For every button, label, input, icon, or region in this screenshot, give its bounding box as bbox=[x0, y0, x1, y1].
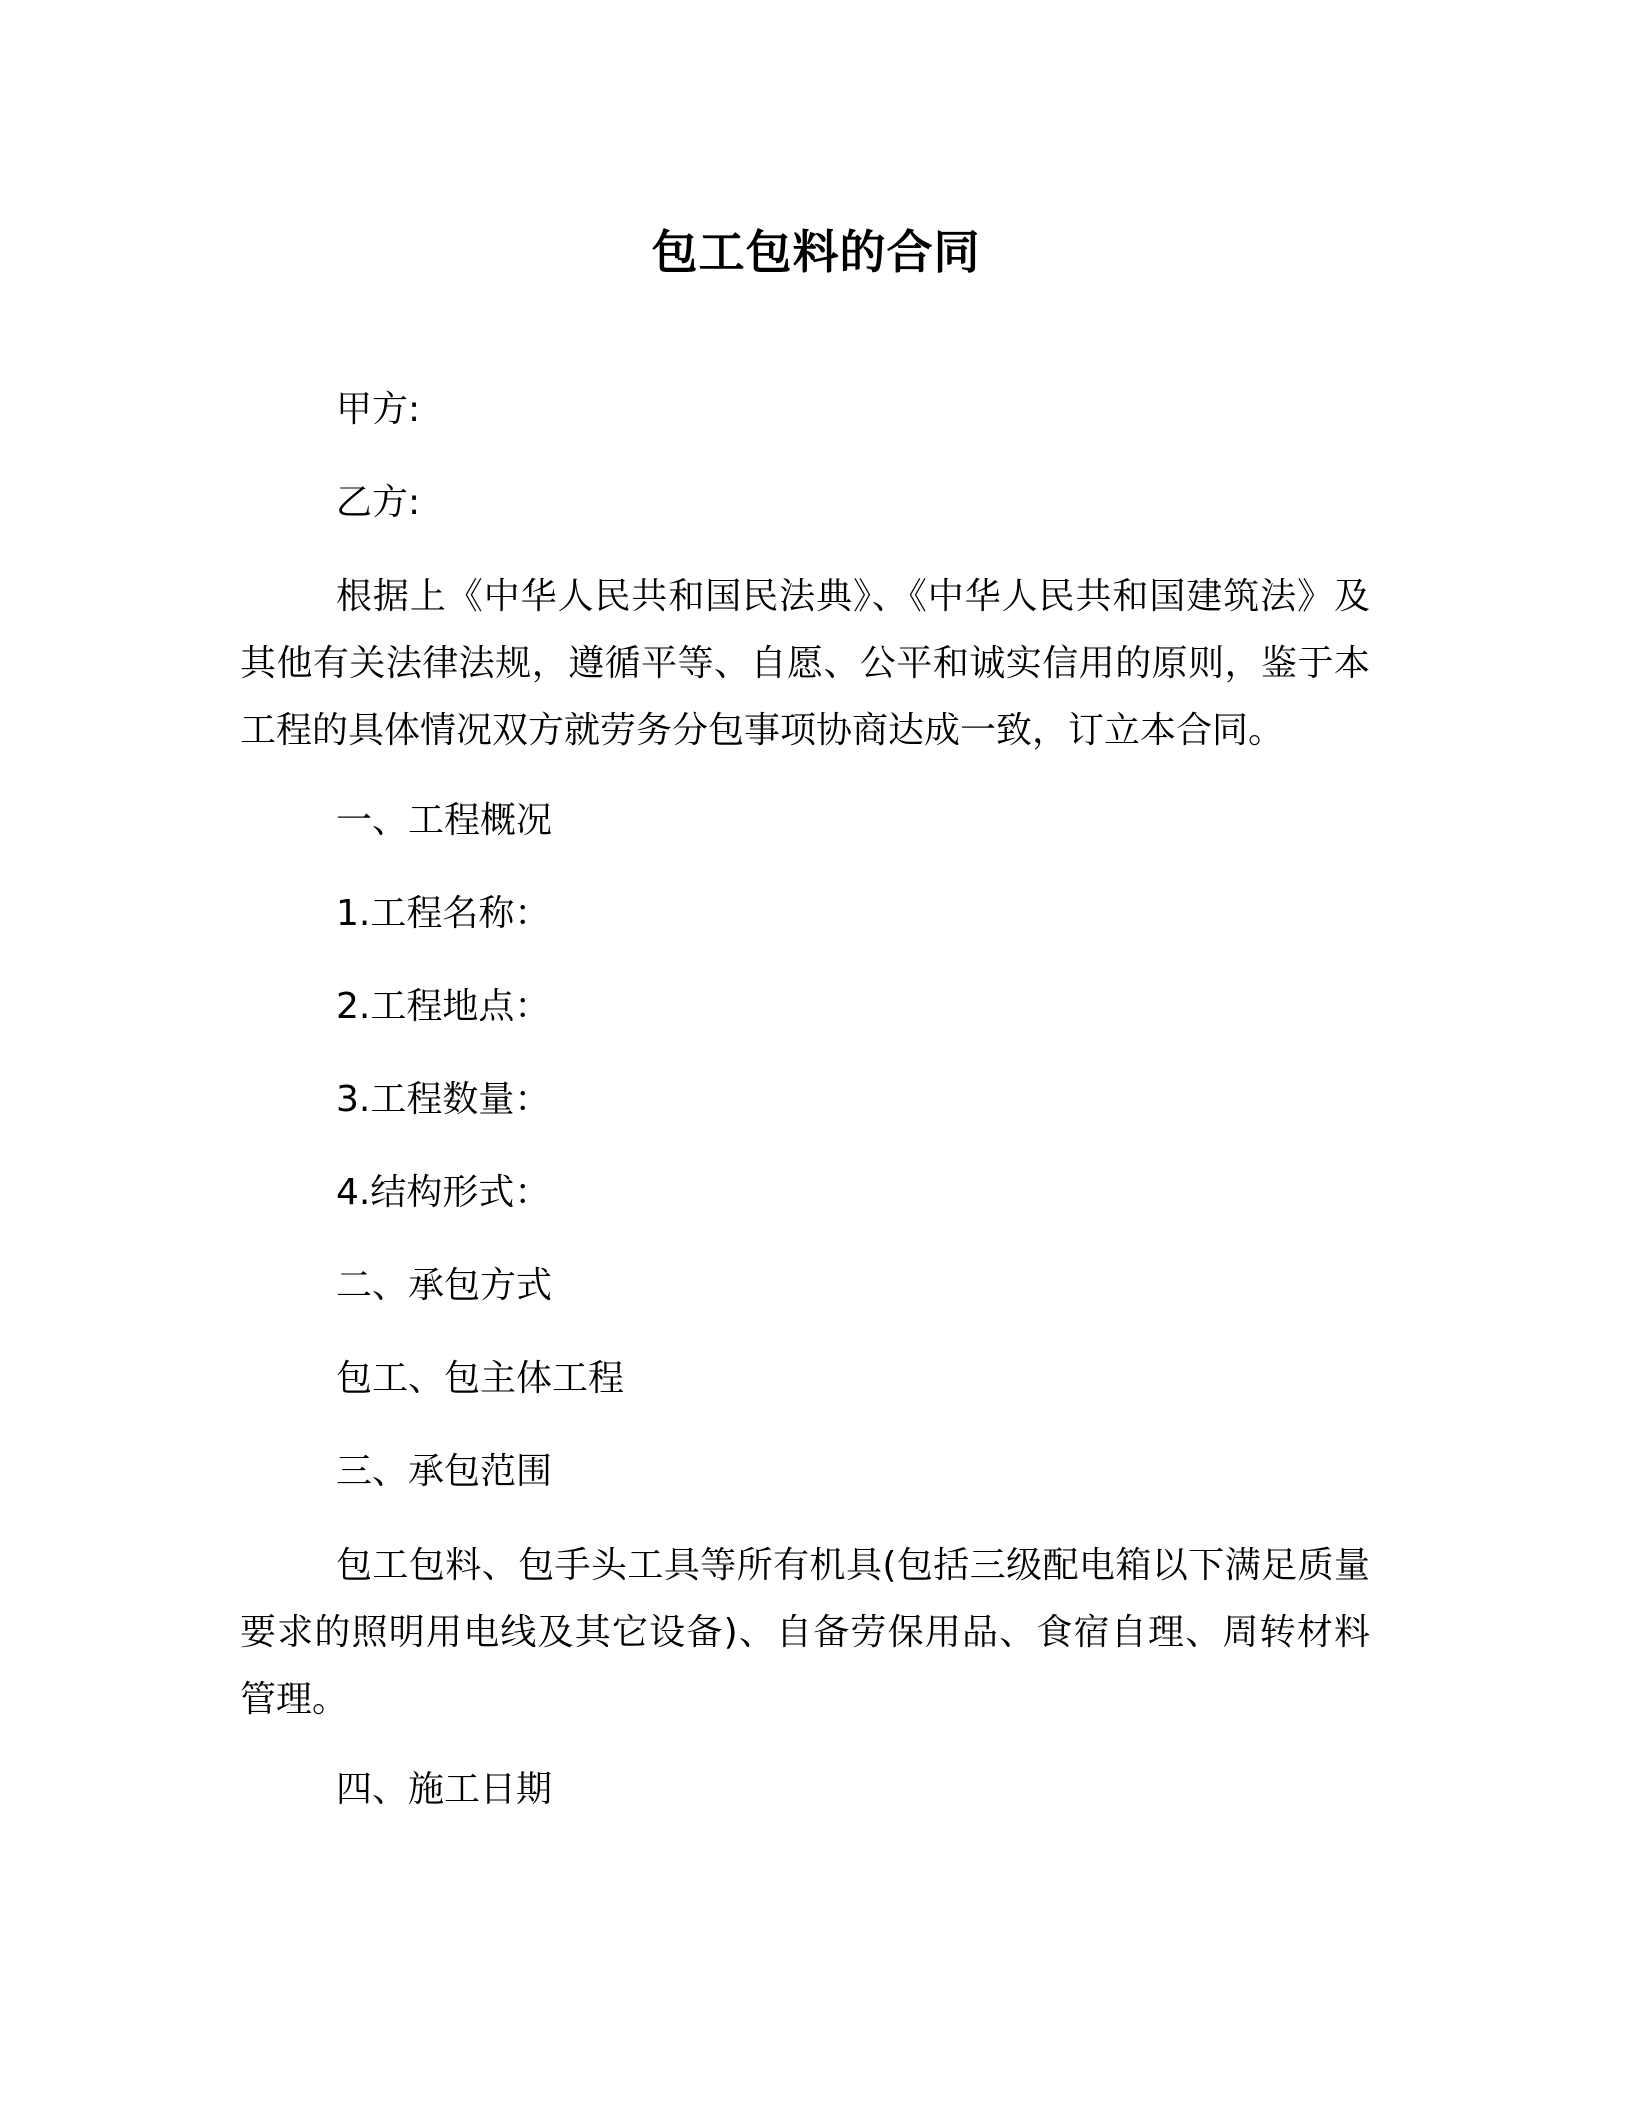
section-4-heading: 四、施工日期 bbox=[336, 1769, 553, 1810]
preamble-paragraph: 根据上《中华人民共和国民法典》、《中华人民共和国建筑法》及其他有关法律法规，遵循平等、自愿、公平和诚实信用的原则，鉴于本工程的具体情况双方就劳务分包事项协商达成一致，订立本合同。 bbox=[240, 576, 1370, 751]
party-b-label: 乙方: bbox=[336, 482, 421, 523]
project-quantity-item: 3.工程数量： bbox=[336, 1079, 551, 1120]
project-location-item: 2.工程地点： bbox=[336, 986, 551, 1027]
party-a-label: 甲方: bbox=[336, 389, 421, 430]
section-3-heading: 三、承包范围 bbox=[336, 1451, 553, 1492]
section-2-body: 包工、包主体工程 bbox=[336, 1358, 625, 1399]
document-title: 包工包料的合同 bbox=[651, 225, 981, 279]
section-1-heading: 一、工程概况 bbox=[336, 800, 553, 841]
project-name-item: 1.工程名称： bbox=[336, 893, 551, 934]
section-2-heading: 二、承包方式 bbox=[336, 1265, 553, 1306]
structure-form-item: 4.结构形式： bbox=[336, 1172, 551, 1213]
section-3-body: 包工包料、包手头工具等所有机具(包括三级配电箱以下满足质量要求的照明用电线及其它设备)、自备劳保用品、食宿自理、周转材料管理。 bbox=[240, 1545, 1370, 1720]
